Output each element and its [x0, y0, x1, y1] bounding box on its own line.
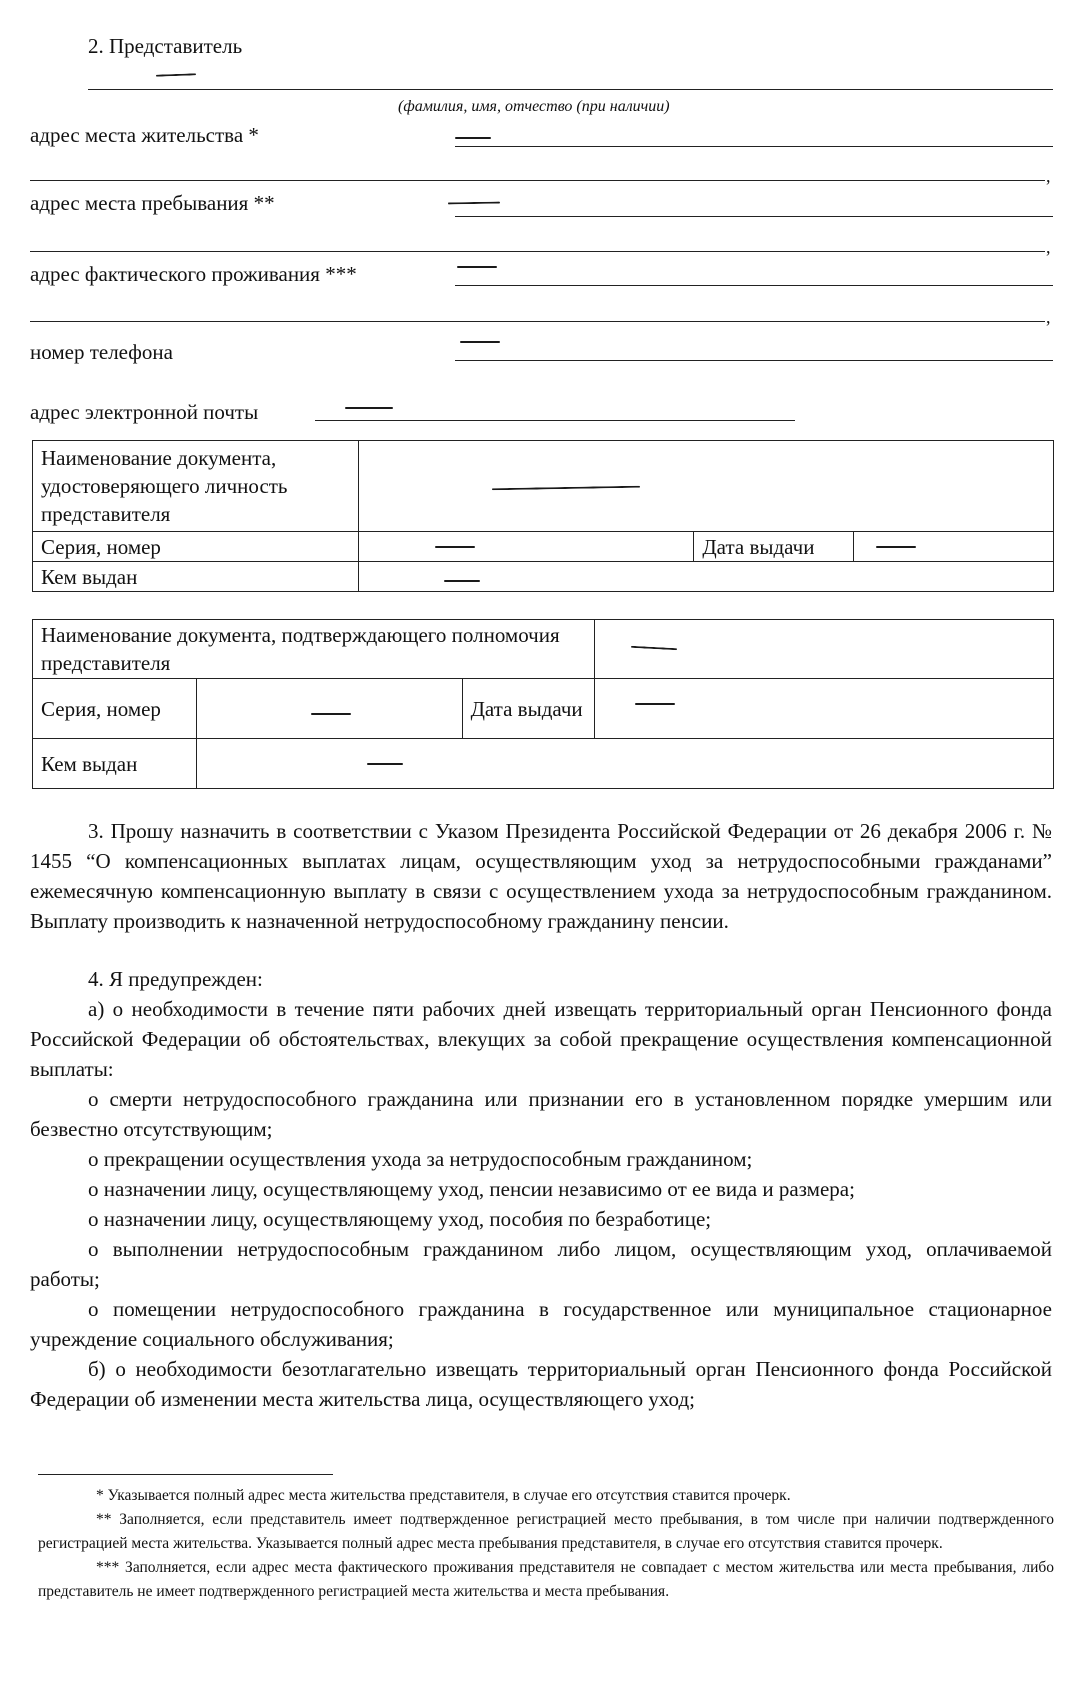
dash-mark	[492, 486, 640, 491]
residence-label: адрес места жительства *	[30, 123, 259, 147]
phone-label: номер телефона	[30, 340, 173, 364]
dash-mark	[444, 580, 480, 582]
auth-doc-name-label: Наименование документа, подтверждающего полномочия представителя	[33, 620, 595, 679]
list-item: о назначении лицу, осуществляющему уход, пенсии независимо от ее вида и размера;	[88, 1177, 855, 1201]
footnote-3: *** Заполняется, если адрес места фактического проживания представителя не совпадает с местом жительства или места пребывания, либо представитель не имеет подтвержденного регистрацией места жительства и места пребывания.	[38, 1559, 1054, 1600]
footnote-divider	[38, 1474, 333, 1475]
name-caption: (фамилия, имя, отчество (при наличии)	[398, 98, 670, 115]
dash-mark	[455, 137, 491, 139]
dash-mark	[630, 646, 676, 650]
id-doc-issued-cell[interactable]	[358, 562, 1053, 592]
footnote-2: ** Заполняется, если представитель имеет подтвержденное регистрацией место пребывания, в том числе при наличии подтвержденного регистрацией места жительства. Указывается полный адрес места пребывания представителя, в случае его отсутствия ставится прочерк.	[38, 1511, 1054, 1552]
phone-line[interactable]	[455, 360, 1053, 361]
list-item: о прекращении осуществления ухода за нетрудоспособным гражданином;	[88, 1147, 753, 1171]
residence-line[interactable]	[455, 146, 1053, 147]
section-3-text: 3. Прошу назначить в соответствии с Указом Президента Российской Федерации от 26 декабря 2006 г. № 1455 “О компенсационных выплатах лицам, осуществляющим уход за нетрудоспособными гражданами” ежемесячную компенсационную выплату в связи с осуществлением ухода за нетрудоспособным гражданином. Выплату производить к назначенной нетрудоспособному гражданину пенсии.	[30, 819, 1052, 933]
id-doc-name-cell[interactable]	[358, 441, 1053, 532]
list-item: о назначении лицу, осуществляющему уход, пособия по безработице;	[88, 1207, 712, 1231]
dash-mark	[635, 703, 675, 705]
actual-label: адрес фактического проживания ***	[30, 262, 357, 286]
id-document-table	[32, 440, 1054, 592]
authority-document-table	[32, 619, 1054, 789]
list-item: о смерти нетрудоспособного гражданина или признании его в установленном порядке умершим или безвестно отсутствующим;	[30, 1087, 1052, 1141]
dash-mark	[876, 546, 916, 548]
section-heading: 2. Представитель	[88, 34, 243, 58]
dash-mark	[457, 266, 497, 268]
actual-line-2[interactable]	[30, 321, 1045, 322]
list-item: о помещении нетрудоспособного гражданина в государственное или муниципальное стационарное учреждение социального обслуживания;	[30, 1297, 1052, 1351]
list-item: о выполнении нетрудоспособным гражданином либо лицом, осуществляющим уход, оплачиваемой работы;	[30, 1237, 1052, 1291]
email-label: адрес электронной почты	[30, 400, 259, 424]
dash-mark	[460, 341, 500, 343]
auth-doc-date-cell[interactable]	[594, 679, 1053, 739]
id-doc-series-label: Серия, номер	[33, 532, 359, 562]
auth-doc-series-cell[interactable]	[196, 679, 462, 739]
section-4-heading: 4. Я предупрежден:	[88, 967, 263, 991]
dash-mark	[448, 202, 500, 205]
auth-doc-name-cell[interactable]	[594, 620, 1053, 679]
email-line[interactable]	[315, 420, 795, 421]
id-doc-date-cell[interactable]	[854, 532, 1054, 562]
dash-mark	[311, 713, 351, 715]
auth-doc-issued-label: Кем выдан	[33, 739, 197, 789]
dash-mark	[156, 73, 196, 76]
name-line[interactable]	[88, 89, 1053, 90]
section-3	[30, 816, 1052, 936]
stay-label: адрес места пребывания **	[30, 191, 275, 215]
id-doc-name-label: Наименование документа, удостоверяющего личность представителя	[33, 441, 359, 532]
footnotes	[38, 1484, 1054, 1604]
dash-mark	[435, 546, 475, 548]
id-doc-date-label: Дата выдачи	[694, 532, 854, 562]
dash-mark	[367, 763, 403, 765]
dash-mark	[345, 407, 393, 409]
auth-doc-series-label: Серия, номер	[33, 679, 197, 739]
footnote-1: * Указывается полный адрес места жительства представителя, в случае его отсутствия ставится прочерк.	[96, 1487, 791, 1504]
comma: ,	[1046, 307, 1051, 327]
section-4-a: а) о необходимости в течение пяти рабочих дней извещать территориальный орган Пенсионного фонда Российской Федерации об обстоятельствах, влекущих за собой прекращение осуществления компенсационной выплаты:	[30, 997, 1052, 1081]
section-4-b: б) о необходимости безотлагательно извещать территориальный орган Пенсионного фонда Российской Федерации об изменении места жительства лица, осуществляющего уход;	[30, 1357, 1052, 1411]
stay-line[interactable]	[455, 216, 1053, 217]
actual-line[interactable]	[455, 285, 1053, 286]
stay-line-2[interactable]	[30, 251, 1045, 252]
auth-doc-issued-cell[interactable]	[196, 739, 1053, 789]
id-doc-issued-label: Кем выдан	[33, 562, 359, 592]
auth-doc-date-label: Дата выдачи	[462, 679, 594, 739]
id-doc-series-cell[interactable]	[358, 532, 694, 562]
comma: ,	[1046, 237, 1051, 257]
comma: ,	[1046, 166, 1051, 186]
residence-line-2[interactable]	[30, 180, 1045, 181]
section-4	[30, 964, 1052, 1414]
